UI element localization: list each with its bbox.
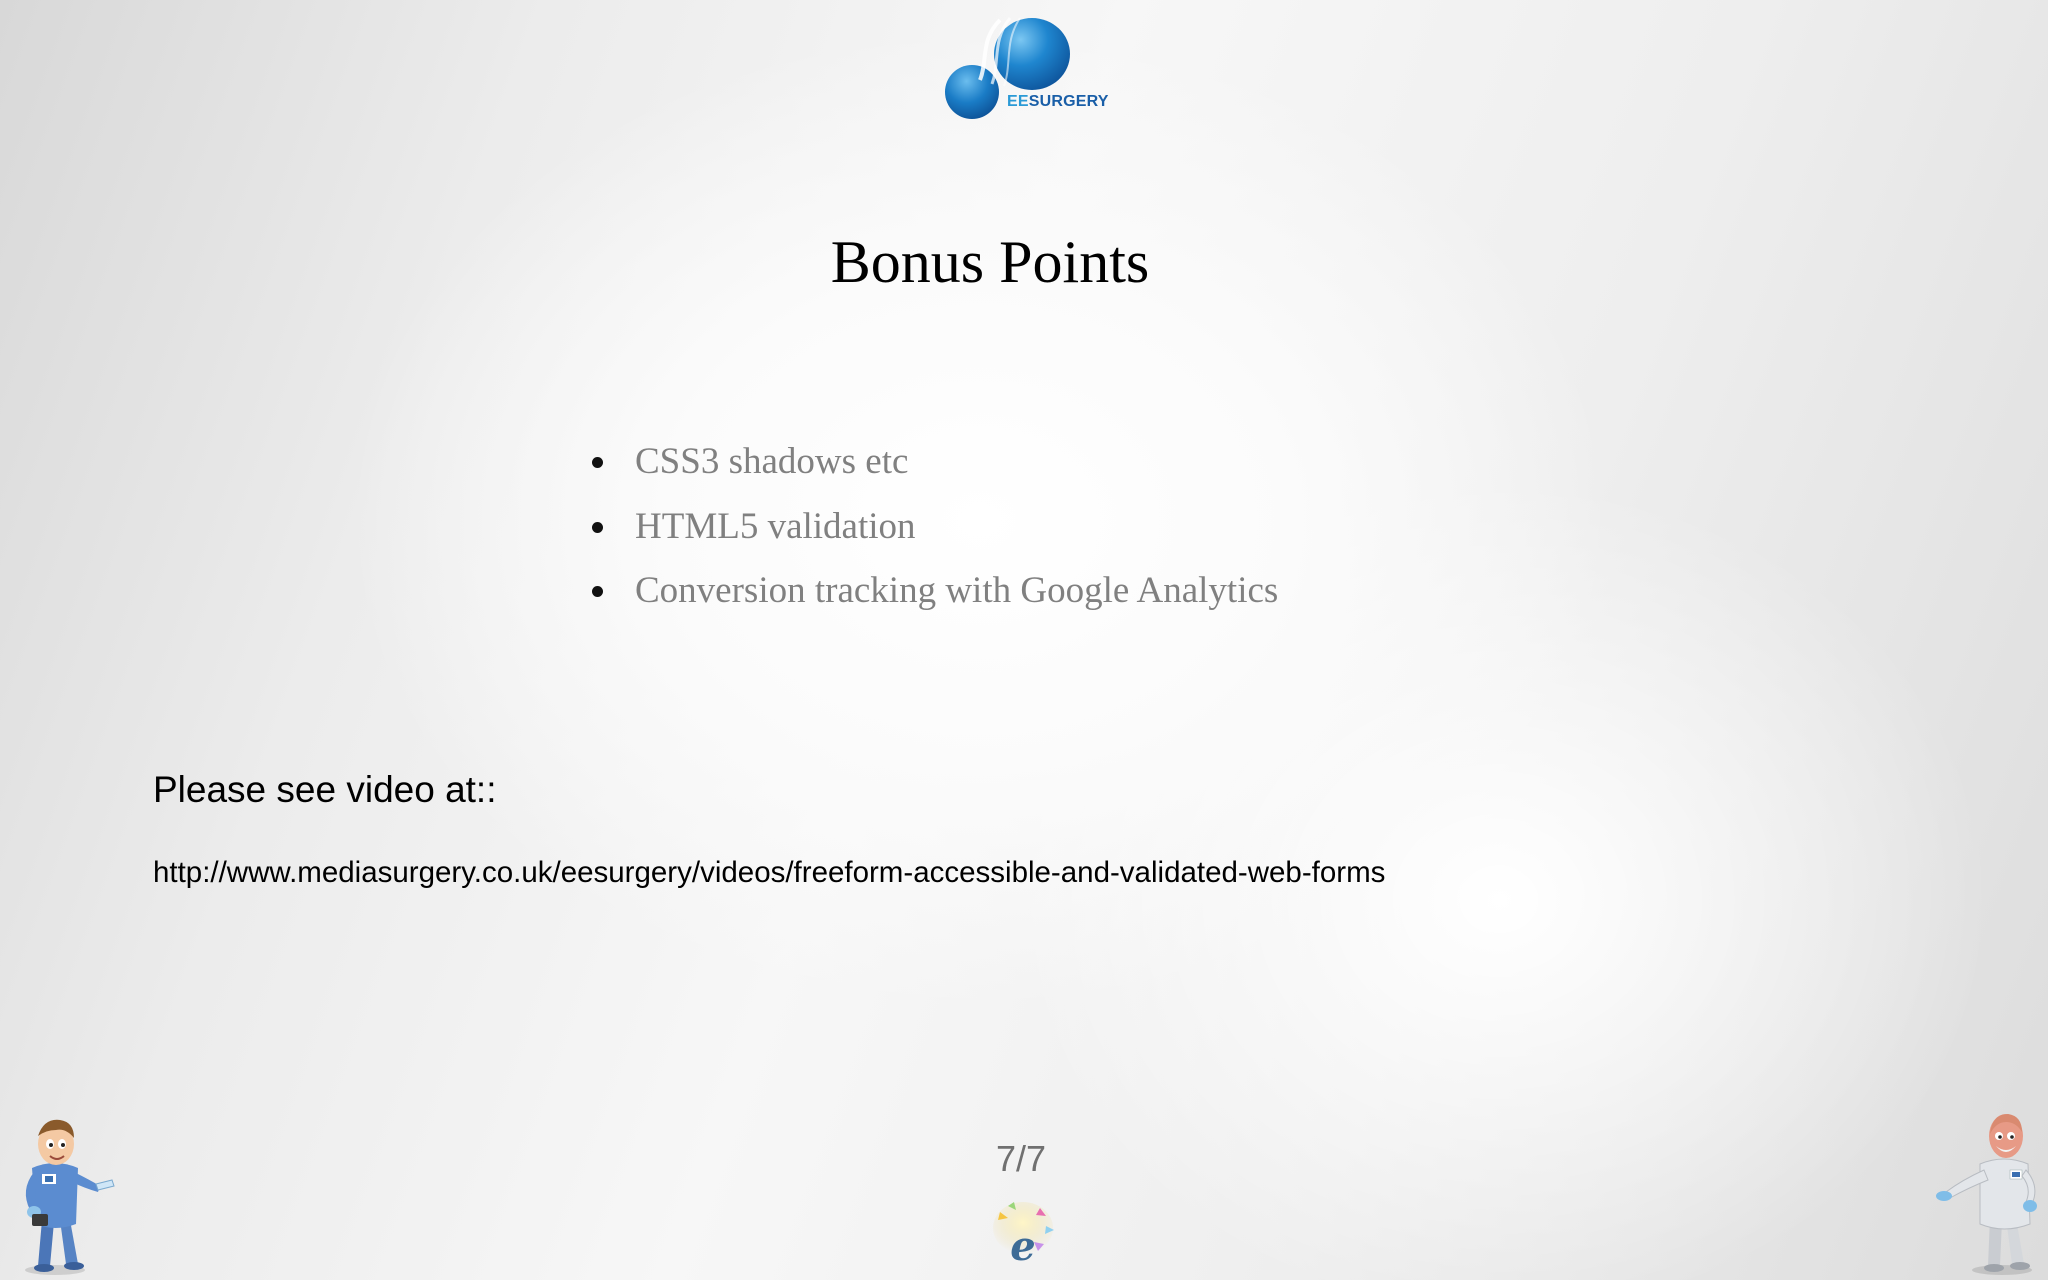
list-item (590, 559, 1278, 624)
list-item (590, 495, 1278, 560)
svg-text:e: e (1010, 1223, 1036, 1270)
e-emblem-icon (990, 1198, 1056, 1270)
surgeon-character-icon (1932, 1106, 2048, 1276)
bullet-text: CSS3 shadows etc (635, 441, 909, 482)
slide-title: Bonus Points (830, 229, 1150, 295)
bullet-text: Conversion tracking with Google Analytics (635, 570, 1279, 611)
logo-wordmark: EESURGERY (1007, 93, 1109, 110)
video-prompt: Please see video at:: (153, 769, 497, 810)
list-item (590, 430, 1278, 495)
page-number: 7/7 (995, 1138, 1047, 1179)
bullet-icon (592, 586, 603, 597)
video-url-link[interactable]: http://www.mediasurgery.co.uk/eesurgery/videos/freeform-accessible-and-validated-web-forms (153, 856, 1386, 889)
bullet-text: HTML5 validation (635, 505, 916, 547)
bullet-icon (592, 457, 603, 468)
doctor-character-icon (10, 1110, 120, 1276)
bullet-list (590, 430, 1278, 624)
bullet-icon (592, 522, 603, 533)
